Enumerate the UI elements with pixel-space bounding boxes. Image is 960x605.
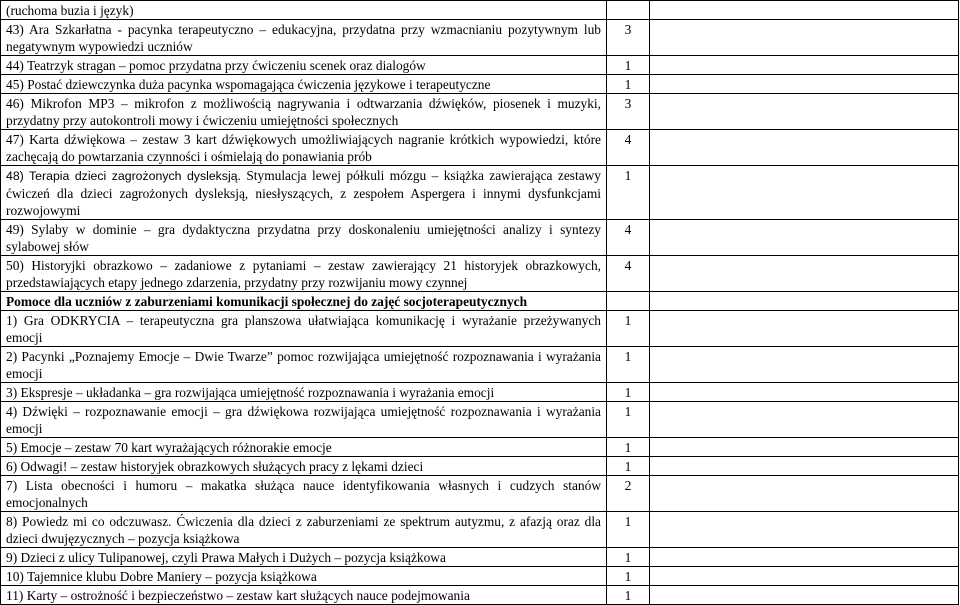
item-quantity: 4 [607,220,650,256]
empty-cell [650,383,959,402]
table-row [1,75,959,94]
item-description: 44) Teatrzyk stragan – pomoc przydatna przy ćwiczeniu scenek oraz dialogów [1,56,607,75]
empty-cell [650,512,959,548]
empty-cell [650,56,959,75]
section-heading: Pomoce dla uczniów z zaburzeniami komunikacji społecznej do zajęć socjoterapeutycznych [1,292,607,311]
item-description: 3) Ekspresje – układanka – gra rozwijająca umiejętność rozpoznawania i wyrażania emocji [1,383,607,402]
empty-cell [650,75,959,94]
empty-cell [650,311,959,347]
item-description: 9) Dzieci z ulicy Tulipanowej, czyli Prawa Małych i Dużych – pozycja książkowa [1,548,607,567]
table-row [1,383,959,402]
item-description: 45) Postać dziewczynka duża pacynka wspomagająca ćwiczenia językowe i terapeutyczne [1,75,607,94]
item-quantity: 1 [607,383,650,402]
item-quantity: 1 [607,56,650,75]
table-row [1,512,959,548]
item-quantity: 4 [607,256,650,292]
item-description: 11) Karty – ostrożność i bezpieczeństwo – zestaw kart służących nauce podejmowania [1,586,607,605]
item-quantity: 1 [607,311,650,347]
table-row [1,220,959,256]
item-quantity: 4 [607,130,650,166]
empty-cell [650,220,959,256]
table-row [1,586,959,605]
table-row [1,347,959,383]
table-row [1,166,959,220]
empty-cell [650,347,959,383]
item-quantity: 1 [607,567,650,586]
item-description: 49) Sylaby w dominie – gra dydaktyczna przydatna przy doskonaleniu umiejętności analizy i syntezy sylabowej słów [1,220,607,256]
table-row [1,567,959,586]
table-row [1,311,959,347]
item-description: 50) Historyjki obrazkowo – zadaniowe z pytaniami – zestaw zawierający 21 historyjek obrazkowych, przedstawiających etapy jednego zdarzenia, przydatny przy rozwijaniu mowy czynnej [1,256,607,292]
item-quantity: 1 [607,438,650,457]
item-quantity: 1 [607,457,650,476]
table-row [1,476,959,512]
item-quantity [607,292,650,311]
item-quantity: 2 [607,476,650,512]
item-description [1,166,607,220]
item-description-rest: Stymulacja lewej półkuli mózgu – książka zawierająca zestawy ćwiczeń dla dzieci zagrożonych dysleksją, niesłyszących, z zespołem Aspergera i innymi dysfunkcjami rozwojowymi [6,168,602,218]
item-quantity: 3 [607,20,650,56]
empty-cell [650,586,959,605]
item-quantity: 1 [607,166,650,220]
empty-cell [650,166,959,220]
item-description: 46) Mikrofon MP3 – mikrofon z możliwością nagrywania i odtwarzania dźwięków, piosenek i muzyki, przydatny przy autokontroli mowy i ćwiczeniu umiejętności społecznych [1,94,607,130]
empty-cell [650,402,959,438]
empty-cell [650,94,959,130]
table-row [1,130,959,166]
item-quantity: 1 [607,75,650,94]
item-description: 10) Tajemnice klubu Dobre Maniery – pozycja książkowa [1,567,607,586]
item-quantity: 3 [607,94,650,130]
empty-cell [650,20,959,56]
empty-cell [650,457,959,476]
table-row [1,1,959,20]
item-description: 2) Pacynki „Poznajemy Emocje – Dwie Twarze” pomoc rozwijająca umiejętność rozpoznawania i wyrażania emocji [1,347,607,383]
empty-cell [650,1,959,20]
item-quantity [607,1,650,20]
item-description: (ruchoma buzia i język) [1,1,607,20]
item-quantity: 1 [607,402,650,438]
empty-cell [650,567,959,586]
table-row [1,292,959,311]
table-row [1,548,959,567]
item-quantity: 1 [607,586,650,605]
item-description: 47) Karta dźwiękowa – zestaw 3 kart dźwiękowych umożliwiających nagranie krótkich wypowiedzi, które zachęcają do powtarzania czynności i ośmielają do ponawiania prób [1,130,607,166]
empty-cell [650,256,959,292]
item-description: 1) Gra ODKRYCIA – terapeutyczna gra planszowa ułatwiająca komunikację i wyrażanie przeżywanych emocji [1,311,607,347]
table-row [1,20,959,56]
table-row [1,94,959,130]
empty-cell [650,130,959,166]
item-description: 8) Powiedz mi co odczuwasz. Ćwiczenia dla dzieci z zaburzeniami ze spektrum autyzmu, z afazją oraz dla dzieci dwujęzycznych – pozycja książkowa [1,512,607,548]
table-row [1,438,959,457]
table-row [1,402,959,438]
item-description: 6) Odwagi! – zestaw historyjek obrazkowych służących pracy z lękami dzieci [1,457,607,476]
item-description: 5) Emocje – zestaw 70 kart wyrażających różnorakie emocje [1,438,607,457]
empty-cell [650,476,959,512]
item-description: 7) Lista obecności i humoru – makatka służąca nauce identyfikowania własnych i cudzych stanów emocjonalnych [1,476,607,512]
item-description: 43) Ara Szkarłatna - pacynka terapeutyczno – edukacyjna, przydatna przy wzmacnianiu pozytywnym lub negatywnym wypowiedzi uczniów [1,20,607,56]
item-quantity: 1 [607,347,650,383]
item-quantity: 1 [607,512,650,548]
item-description-lead: 48) Terapia dzieci zagrożonych dysleksją. [6,169,241,183]
table-row [1,56,959,75]
item-quantity: 1 [607,548,650,567]
table-row [1,256,959,292]
empty-cell [650,292,959,311]
empty-cell [650,438,959,457]
empty-cell [650,548,959,567]
table-body [1,1,959,605]
table-row [1,457,959,476]
item-description: 4) Dźwięki – rozpoznawanie emocji – gra dźwiękowa rozwijająca umiejętność rozpoznawania i wyrażania emocji [1,402,607,438]
